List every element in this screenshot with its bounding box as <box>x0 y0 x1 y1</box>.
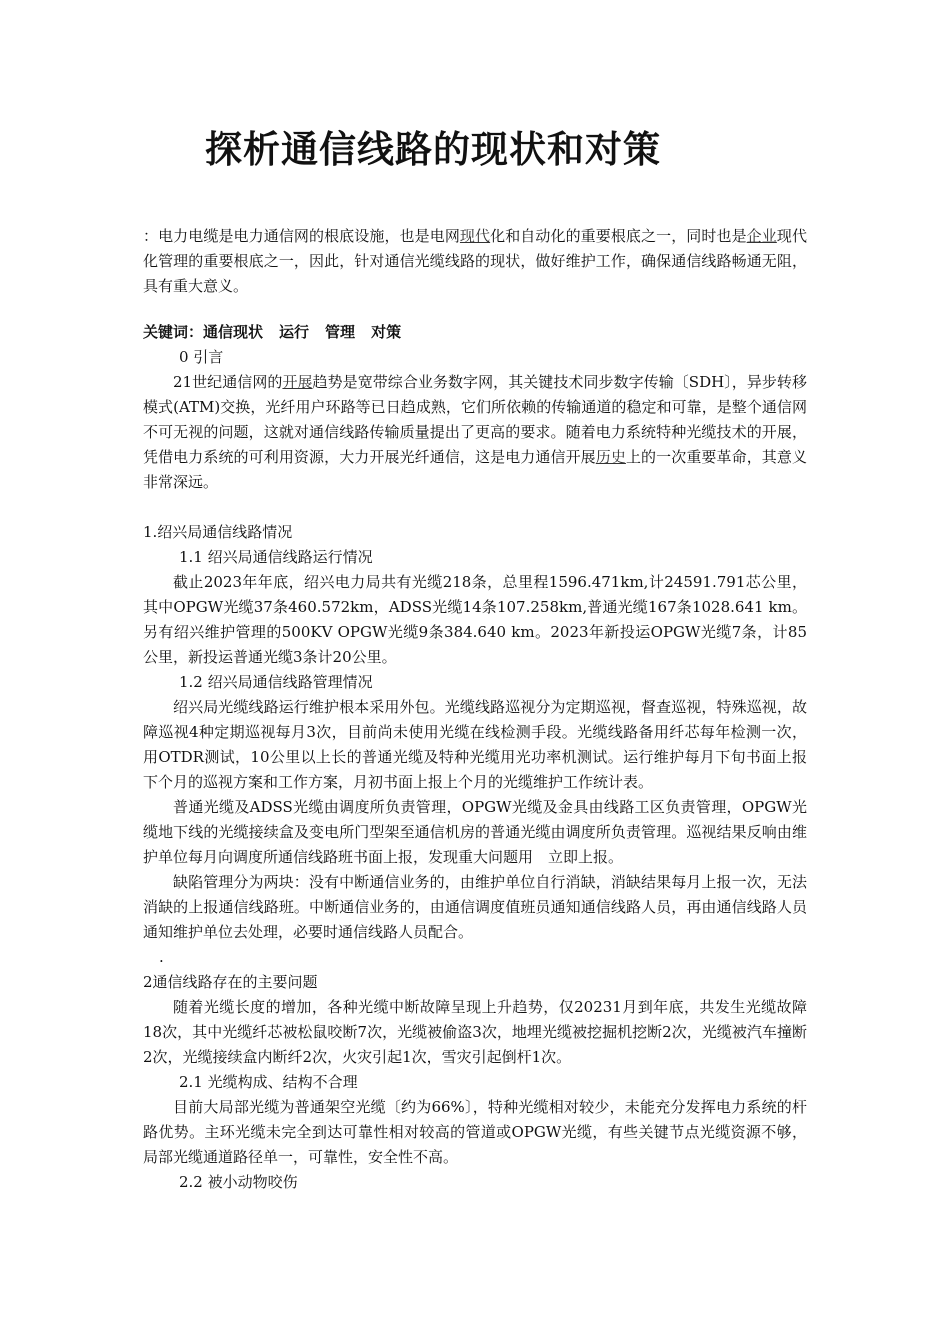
link-lishi[interactable]: 历史 <box>595 448 626 466</box>
intro-text: 趋势是宽带综合业务数字网，其关键技术同步数字传输〔SDH〕，异步转移模式(ATM)交换，光纤用户环路等已日趋成熟，它们所依赖的传输通道的稳定和可靠，是整个通信网不可无视的问题，这就对通信线路传输质量提出了更高的要求。随着电力系统特种光缆技术的开展，凭借电力系统的可利用资源，大力开展光纤通信，这是电力通信开展 <box>143 373 807 466</box>
abstract-text: ：电力电缆是电力通信网的根底设施，也是电网 <box>143 227 460 245</box>
intro-paragraph <box>143 370 807 495</box>
section2-heading: 2通信线路存在的主要问题 <box>143 973 318 991</box>
link-xiandai[interactable]: 现代 <box>459 227 491 245</box>
stray-dot: . <box>159 948 164 966</box>
intro-text: 上的一次重要革命，其意义非常深远。 <box>143 448 807 491</box>
section1-paragraph-1: 截止2023年年底，绍兴电力局共有光缆218条，总里程1596.471km,计24591.791芯公里，其中OPGW光缆37条460.572km，ADSS光缆14条107.258km,普通光缆167条1028.641 km。另有绍兴维护管理的500KV OPGW光缆9条384.640 km。2023年新投运OPGW光缆7条，计85公里，新投运普通光缆3条计20公里。 <box>143 573 807 666</box>
keyword: 管理 <box>325 323 356 341</box>
link-kaizhan[interactable]: 开展 <box>282 373 313 391</box>
intro-heading: 0 引言 <box>179 348 224 366</box>
section1-sub2-heading: 1.2 绍兴局通信线路管理情况 <box>179 673 373 691</box>
abstract-text: 现代化管理的重要根底之一，因此，针对通信光缆线路的现状，做好维护工作，确保通信线路畅通无阻，具有重大意义。 <box>143 227 807 295</box>
section1-heading: 1.绍兴局通信线路情况 <box>143 523 293 541</box>
section2-paragraph-2: 目前大局部光缆为普通架空光缆〔约为66%〕，特种光缆相对较少，未能充分发挥电力系统的杆路优势。主环光缆未完全到达可靠性相对较高的管道或OPGW光缆，有些关键节点光缆资源不够，局部光缆通道路径单一，可靠性，安全性不高。 <box>143 1098 807 1166</box>
page-title: 探析通信线路的现状和对策 <box>205 128 661 171</box>
section1-sub1-heading: 1.1 绍兴局通信线路运行情况 <box>179 548 373 566</box>
keyword: 运行 <box>279 323 310 341</box>
section1-paragraph-2: 绍兴局光缆线路运行维护根本采用外包。光缆线路巡视分为定期巡视，督查巡视，特殊巡视，故障巡视4种定期巡视每月3次，目前尚未使用光缆在线检测手段。光缆线路备用纤芯每年检测一次，用OTDR测试，10公里以上长的普通光缆及特种光缆用光功率机测试。运行维护每月下旬书面上报下个月的巡视方案和工作方案，月初书面上报上个月的光缆维护工作统计表。 <box>143 698 807 791</box>
keywords-label: 关键词： <box>143 323 204 341</box>
section1-paragraph-4: 缺陷管理分为两块：没有中断通信业务的，由维护单位自行消缺，消缺结果每月上报一次，无法消缺的上报通信线路班。中断通信业务的，由通信调度值班员通知通信线路人员，再由通信线路人员通知维护单位去处理，必要时通信线路人员配合。 <box>143 873 807 941</box>
abstract-text: 化和自动化的重要根底之一，同时也是 <box>490 227 747 245</box>
keyword: 对策 <box>371 323 402 341</box>
section2-sub2-heading: 2.2 被小动物咬伤 <box>179 1173 298 1191</box>
document-page <box>143 120 807 1195</box>
section2-paragraph-1: 随着光缆长度的增加，各种光缆中断故障呈现上升趋势，仅20231月到年底，共发生光缆故障18次，其中光缆纤芯被松鼠咬断7次，光缆被偷盗3次，地埋光缆被挖掘机挖断2次，光缆被汽车撞断2次，光缆接续盒内断纤2次，火灾引起1次，雪灾引起倒杆1次。 <box>143 998 807 1066</box>
intro-text: 21世纪通信网的 <box>173 373 283 391</box>
abstract-paragraph <box>143 224 807 299</box>
link-qiye[interactable]: 企业 <box>746 227 777 245</box>
keyword: 通信现状 <box>203 323 264 341</box>
section1-paragraph-3: 普通光缆及ADSS光缆由调度所负责管理，OPGW光缆及金具由线路工区负责管理，OPGW光缆地下线的光缆接续盒及变电所门型架至通信机房的普通光缆由调度所负责管理。巡视结果反响由维护单位每月向调度所通信线路班书面上报，发现重大问题用 立即上报。 <box>143 798 807 866</box>
section2-sub1-heading: 2.1 光缆构成、结构不合理 <box>179 1073 358 1091</box>
keywords-line <box>143 320 807 345</box>
